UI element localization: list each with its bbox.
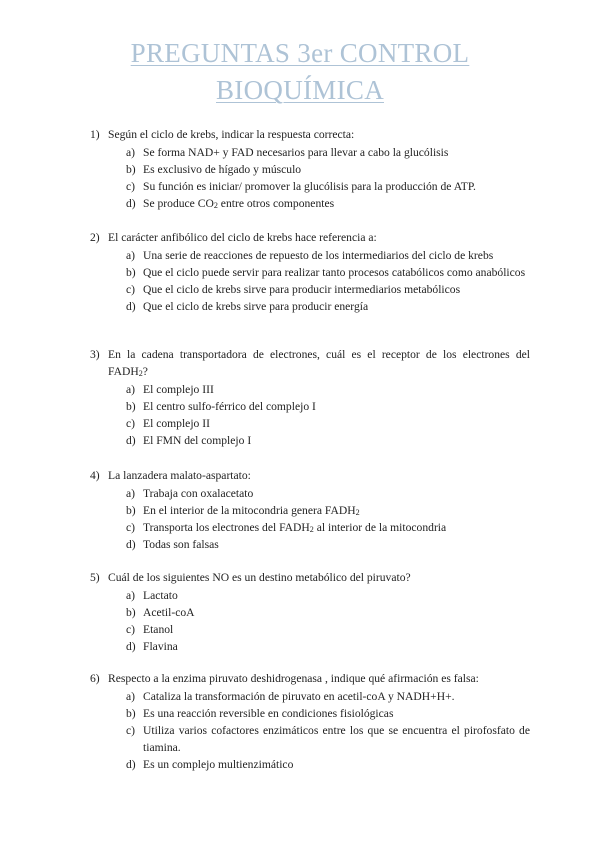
option-letter: a) <box>126 249 136 262</box>
option-letter: d) <box>126 538 136 551</box>
option-text: Cataliza la transformación de piruvato en acetil-coA y NADH+H+. <box>143 690 455 703</box>
question-number: 2) <box>90 231 100 244</box>
answer-options <box>90 247 530 315</box>
question-1 <box>90 126 530 212</box>
option-letter: a) <box>126 690 136 703</box>
option-text: El complejo II <box>143 417 210 430</box>
answer-options <box>90 381 530 449</box>
option-letter: c) <box>126 417 136 430</box>
question-text <box>108 467 530 484</box>
option-text: Es exclusivo de hígado y músculo <box>143 163 302 176</box>
answer-option <box>90 688 530 705</box>
option-letter: b) <box>126 707 136 720</box>
option-text: Lactato <box>143 589 178 602</box>
answer-options <box>90 485 530 553</box>
answer-option <box>90 604 530 621</box>
answer-option <box>90 298 530 315</box>
question-number: 5) <box>90 571 100 584</box>
question-5 <box>90 569 530 655</box>
option-text: Su función es iniciar/ promover la glucólisis para la producción de ATP. <box>143 180 476 193</box>
option-text: El centro sulfo-férrico del complejo I <box>143 400 316 413</box>
question-text-content-part: ? <box>142 365 148 378</box>
option-letter: b) <box>126 400 136 413</box>
option-text-part: entre otros componentes <box>217 197 335 210</box>
option-letter: b) <box>126 266 136 279</box>
answer-option <box>90 587 530 604</box>
answer-option <box>90 415 530 432</box>
option-letter: d) <box>126 758 136 771</box>
question-text <box>108 346 530 380</box>
subscript: 2 <box>309 525 314 534</box>
option-letter: d) <box>126 640 136 653</box>
option-text: Acetil-coA <box>143 606 195 619</box>
option-text: Todas son falsas <box>143 538 219 551</box>
answer-option <box>90 432 530 449</box>
question-number: 6) <box>90 672 100 685</box>
answer-option <box>90 756 530 773</box>
option-text: Es una reacción reversible en condiciones fisiológicas <box>143 707 394 720</box>
answer-option <box>90 195 530 212</box>
option-text: Flavina <box>143 640 178 653</box>
answer-option <box>90 144 530 161</box>
page-title-line-1: PREGUNTAS 3er CONTROL <box>130 38 470 68</box>
option-text-part: Se produce CO <box>143 197 214 210</box>
question-text <box>108 126 530 143</box>
question-text-content-part: En la cadena transportadora de electrones, cuál es el receptor de los electrones del FADH <box>108 348 530 378</box>
subscript: 2 <box>213 201 218 210</box>
option-letter: d) <box>126 300 136 313</box>
option-text: Que el ciclo de krebs sirve para producir energía <box>143 300 369 313</box>
option-text: Es un complejo multienzimático <box>143 758 294 771</box>
question-text-content: La lanzadera malato-aspartato: <box>108 469 251 482</box>
answer-options <box>90 144 530 212</box>
option-text-part: Transporta los electrones del FADH <box>143 521 310 534</box>
question-text <box>108 569 530 586</box>
option-letter: c) <box>126 521 136 534</box>
answer-option <box>90 398 530 415</box>
answer-option <box>90 281 530 298</box>
question-number: 1) <box>90 128 100 141</box>
question-text <box>108 670 530 687</box>
answer-option <box>90 722 530 756</box>
question-text-content: El carácter anfibólico del ciclo de krebs hace referencia a: <box>108 231 377 244</box>
answer-option <box>90 621 530 638</box>
subscript: 2 <box>355 508 360 517</box>
option-letter: a) <box>126 146 136 159</box>
question-4 <box>90 467 530 553</box>
answer-option <box>90 485 530 502</box>
question-6 <box>90 670 530 773</box>
option-letter: b) <box>126 163 136 176</box>
option-text: Que el ciclo puede servir para realizar tanto procesos catabólicos como anabólicos <box>143 266 526 279</box>
answer-options <box>90 587 530 655</box>
option-text-part: En el interior de la mitocondria genera FADH <box>143 504 356 517</box>
answer-option <box>90 178 530 195</box>
answer-option <box>90 161 530 178</box>
option-letter: a) <box>126 487 136 500</box>
answer-option <box>90 638 530 655</box>
option-letter: c) <box>126 180 136 193</box>
question-text-content: Según el ciclo de krebs, indicar la respuesta correcta: <box>108 128 355 141</box>
answer-option <box>90 247 530 264</box>
option-letter: c) <box>126 283 136 296</box>
answer-options <box>90 688 530 773</box>
question-text <box>108 229 530 246</box>
question-number: 3) <box>90 348 100 361</box>
question-text-content: Respecto a la enzima piruvato deshidrogenasa , indique qué afirmación es falsa: <box>108 672 479 685</box>
option-letter: c) <box>126 724 136 737</box>
option-text: Etanol <box>143 623 174 636</box>
answer-option <box>90 519 530 536</box>
question-2 <box>90 229 530 315</box>
question-number: 4) <box>90 469 100 482</box>
option-text: Se forma NAD+ y FAD necesarios para llevar a cabo la glucólisis <box>143 146 449 159</box>
option-text: El FMN del complejo I <box>143 434 252 447</box>
option-text: El complejo III <box>143 383 214 396</box>
option-letter: b) <box>126 606 136 619</box>
option-letter: b) <box>126 504 136 517</box>
option-text: Trabaja con oxalacetato <box>143 487 254 500</box>
answer-option <box>90 381 530 398</box>
option-letter: d) <box>126 434 136 447</box>
answer-option <box>90 536 530 553</box>
question-text-content: Cuál de los siguientes NO es un destino metabólico del piruvato? <box>108 571 411 584</box>
option-letter: d) <box>126 197 136 210</box>
option-text-part: al interior de la mitocondria <box>313 521 447 534</box>
answer-option <box>90 502 530 519</box>
answer-option <box>90 705 530 722</box>
page-title-line-2: BIOQUÍMICA <box>216 75 384 105</box>
question-3 <box>90 346 530 449</box>
answer-option <box>90 264 530 281</box>
option-letter: c) <box>126 623 136 636</box>
option-letter: a) <box>126 589 136 602</box>
option-letter: a) <box>126 383 136 396</box>
option-text: Utiliza varios cofactores enzimáticos entre los que se encuentra el pirofosfato de tiamina. <box>143 724 530 754</box>
option-text: Una serie de reacciones de repuesto de los intermediarios del ciclo de krebs <box>143 249 494 262</box>
subscript: 2 <box>138 369 143 378</box>
option-text: Que el ciclo de krebs sirve para producir intermediarios metabólicos <box>143 283 461 296</box>
